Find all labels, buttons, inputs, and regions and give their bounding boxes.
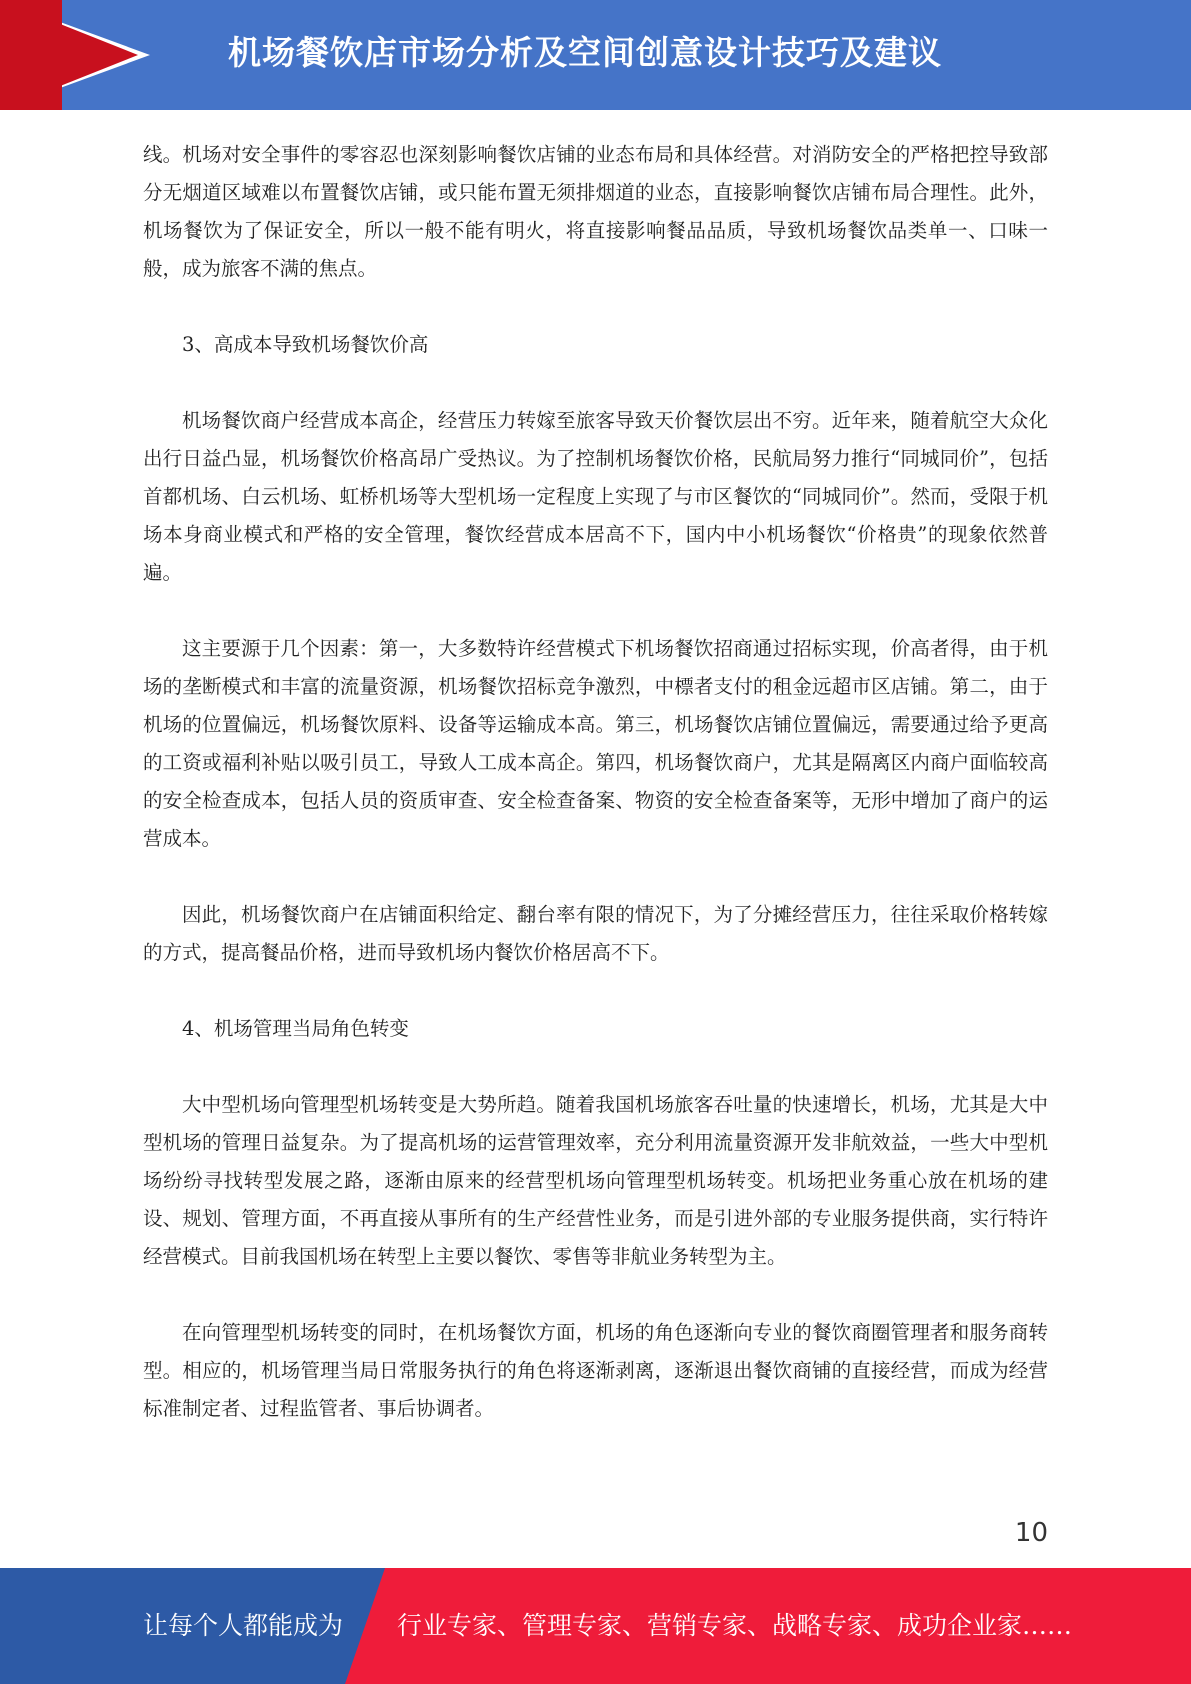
section-heading-4: 4、机场管理当局角色转变 xyxy=(182,1017,409,1040)
paragraph-high-cost: 机场餐饮商户经营成本高企，经营压力转嫁至旅客导致天价餐饮层出不穷。近年来，随着航空大众化出行日益凸显，机场餐饮价格高昂广受热议。为了控制机场餐饮价格，民航局努力推行“同城同价”，包括首都机场、白云机场、虹桥机场等大型机场一定程度上实现了与市区餐饮的“同城同价”。然而，受限于机场本身商业模式和严格的安全管理，餐饮经营成本居高不下，国内中小机场餐饮“价格贵”的现象依然普遍。 xyxy=(143,409,1048,584)
document-title: 机场餐饮店市场分析及空间创意设计技巧及建议 xyxy=(228,33,942,72)
paragraph-safety-continued: 线。机场对安全事件的零容忍也深刻影响餐饮店铺的业态布局和具体经营。对消防安全的严格把控导致部分无烟道区域难以布置餐饮店铺，或只能布置无须排烟道的业态，直接影响餐饮店铺布局合理性。此外，机场餐饮为了保证安全，所以一般不能有明火，将直接影响餐品品质，导致机场餐饮品类单一、口味一般，成为旅客不满的焦点。 xyxy=(143,143,1048,280)
paragraph-role-change: 在向管理型机场转变的同时，在机场餐饮方面，机场的角色逐渐向专业的餐饮商圈管理者和服务商转型。相应的，机场管理当局日常服务执行的角色将逐渐剥离，逐渐退出餐饮商铺的直接经营，而成为经营标准制定者、过程监管者、事后协调者。 xyxy=(143,1321,1048,1420)
document-body xyxy=(143,136,1048,1466)
paragraph-management-transition: 大中型机场向管理型机场转变是大势所趋。随着我国机场旅客吞吐量的快速增长，机场，尤其是大中型机场的管理日益复杂。为了提高机场的运营管理效率，充分利用流量资源开发非航效益，一些大中型机场纷纷寻找转型发展之路，逐渐由原来的经营型机场向管理型机场转变。机场把业务重心放在机场的建设、规划、管理方面，不再直接从事所有的生产经营性业务，而是引进外部的专业服务提供商，实行特许经营模式。目前我国机场在转型上主要以餐饮、零售等非航业务转型为主。 xyxy=(143,1093,1048,1268)
footer-slogan-left: 让每个人都能成为 xyxy=(143,1611,344,1640)
page-number: 10 xyxy=(1014,1518,1048,1548)
header-red-block xyxy=(0,0,62,110)
page-header xyxy=(0,0,1191,110)
footer-slogan-right: 行业专家、管理专家、营销专家、战略专家、成功企业家…… xyxy=(397,1611,1073,1640)
paragraph-price-transfer: 因此，机场餐饮商户在店铺面积给定、翻台率有限的情况下，为了分摊经营压力，往往采取价格转嫁的方式，提高餐品价格，进而导致机场内餐饮价格居高不下。 xyxy=(143,903,1048,964)
page-footer xyxy=(0,1568,1191,1684)
section-heading-3: 3、高成本导致机场餐饮价高 xyxy=(182,333,429,356)
paragraph-cost-factors: 这主要源于几个因素：第一，大多数特许经营模式下机场餐饮招商通过招标实现，价高者得，由于机场的垄断模式和丰富的流量资源，机场餐饮招标竞争激烈，中標者支付的租金远超市区店铺。第二，由于机场的位置偏远，机场餐饮原料、设备等运输成本高。第三，机场餐饮店铺位置偏远，需要通过给予更高的工资或福利补贴以吸引员工，导致人工成本高企。第四，机场餐饮商户，尤其是隔离区内商户面临较高的安全检查成本，包括人员的资质审查、安全检查备案、物资的安全检查备案等，无形中增加了商户的运营成本。 xyxy=(143,637,1048,850)
